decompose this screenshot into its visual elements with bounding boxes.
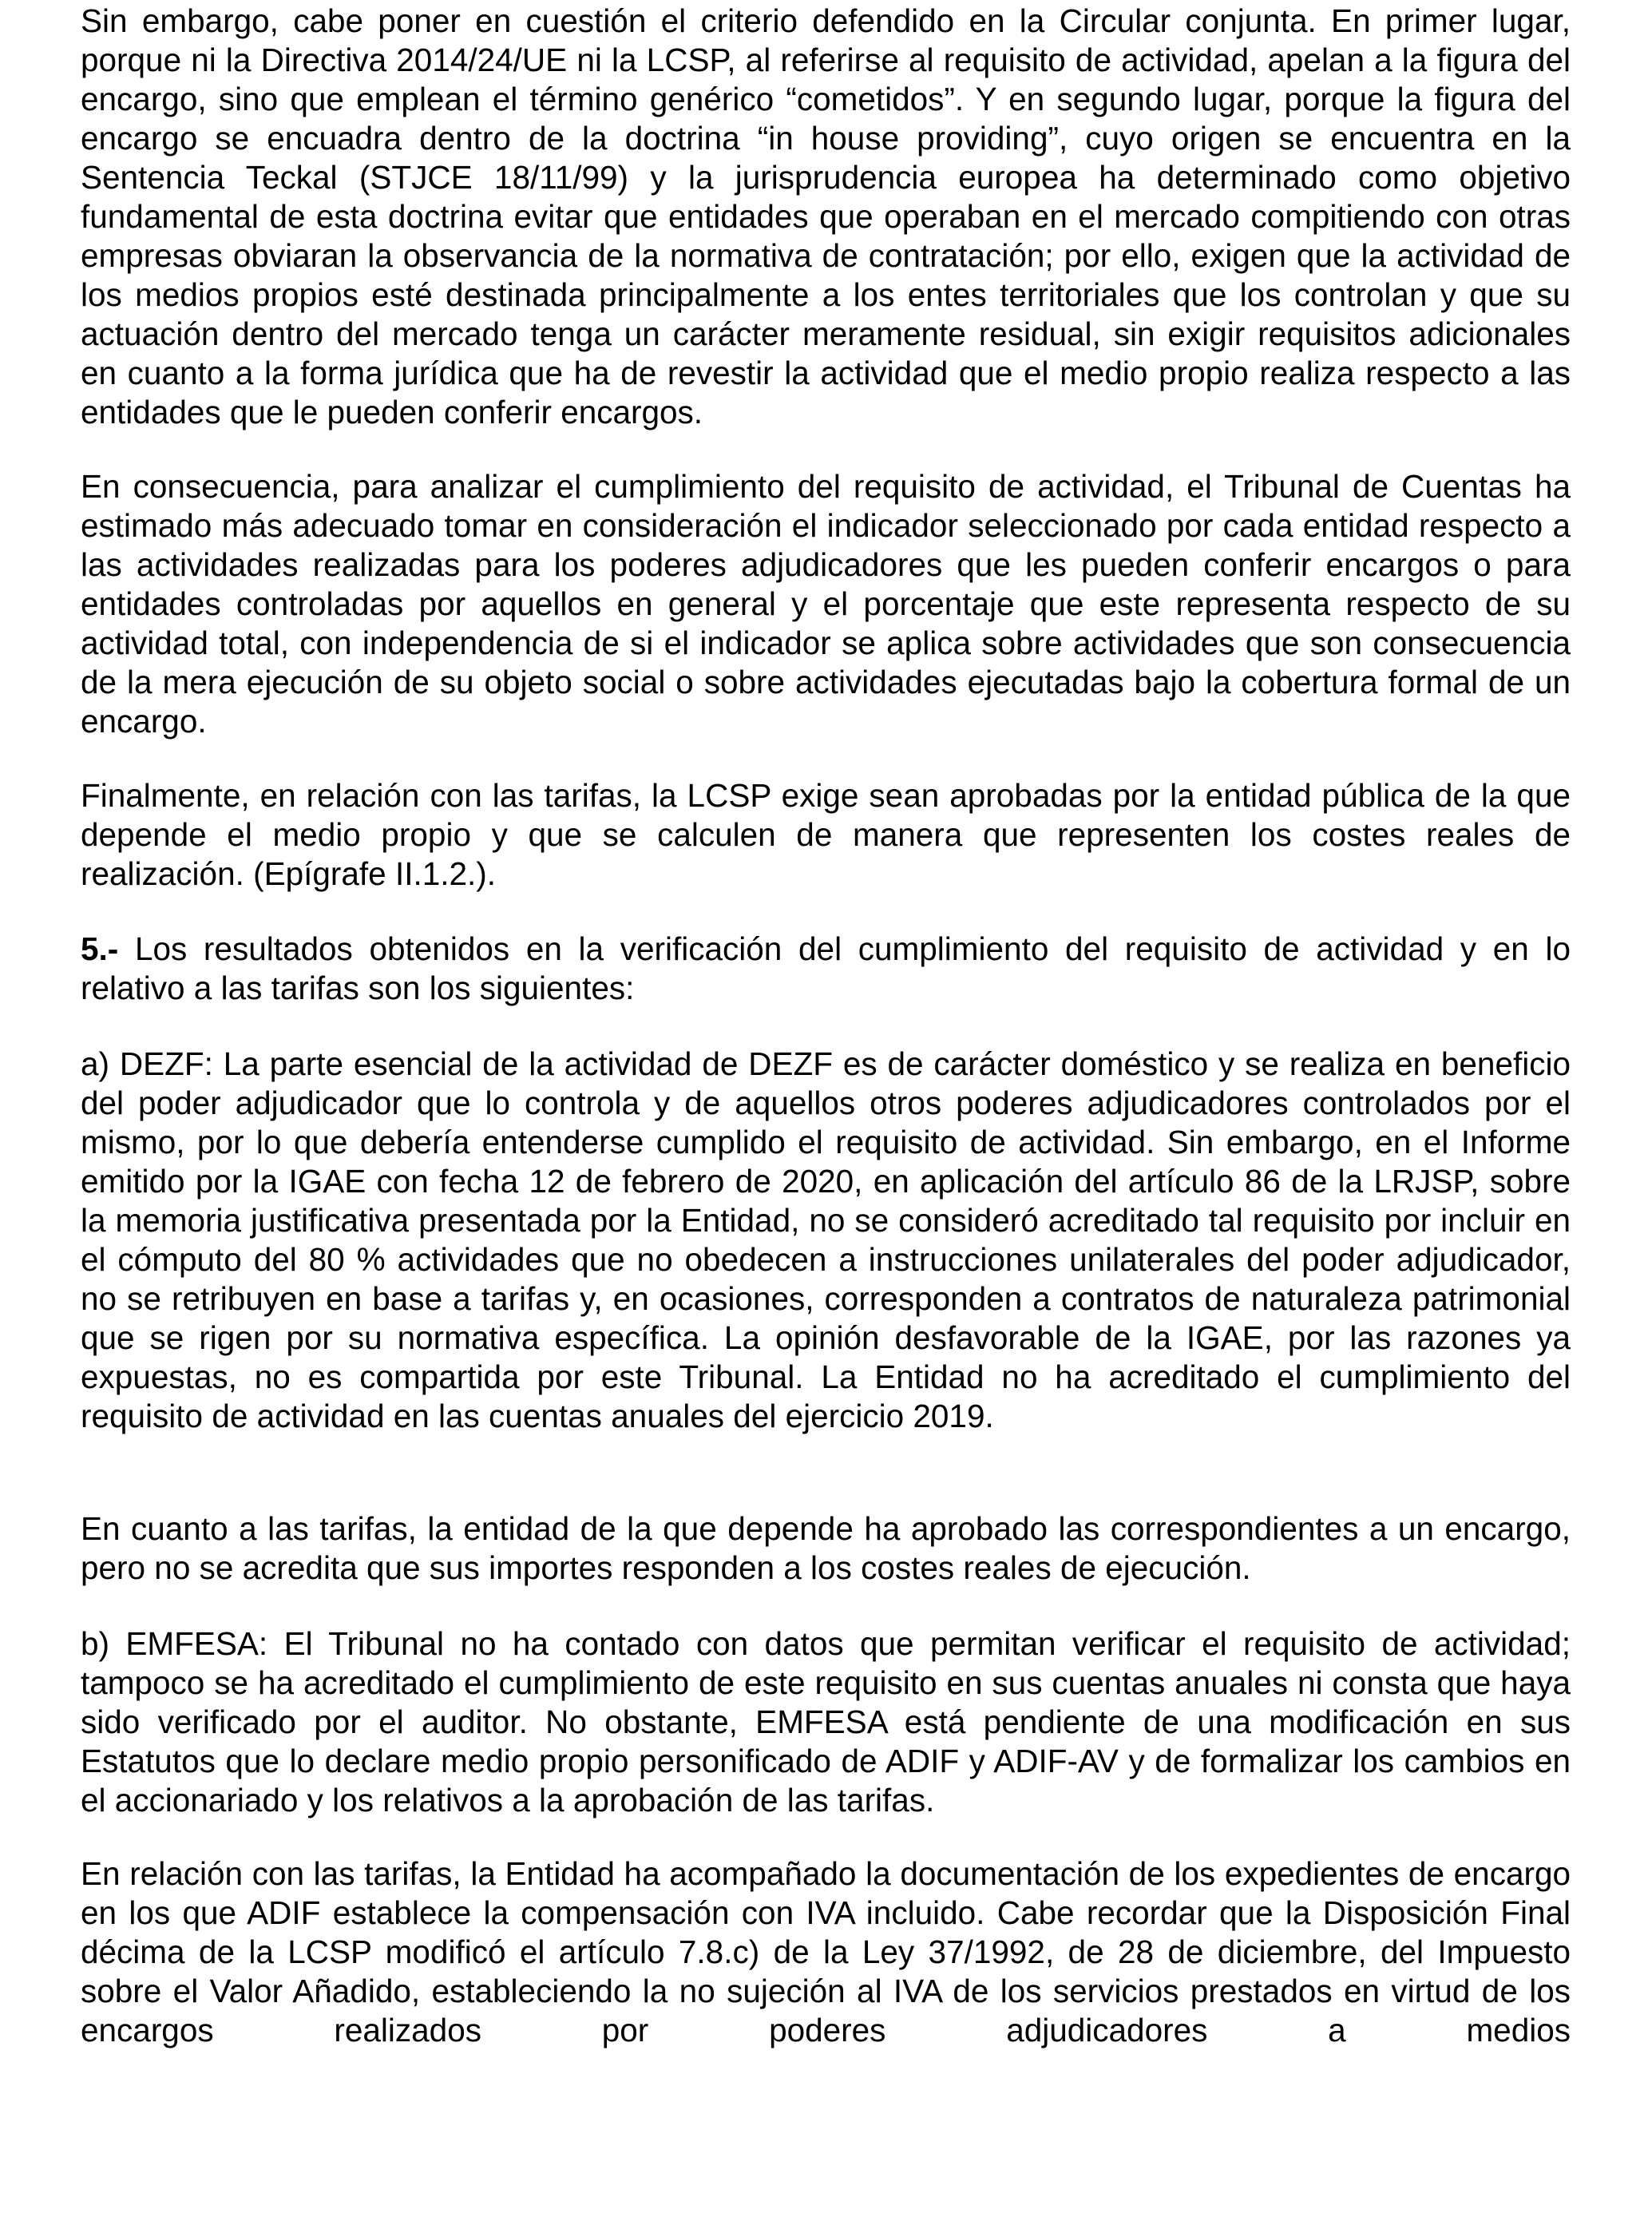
- paragraph-emfesa: b) EMFESA: El Tribunal no ha contado con datos que permitan verificar el requisito de actividad; tampoco se ha acreditado el cumplimiento de este requisito en sus cuentas anuales ni consta que haya sido verificado por el auditor. No obstante, EMFESA está pendiente de una modificación en sus Estatutos que lo declare medio propio personificado de ADIF y ADIF-AV y de formalizar los cambios en el accionariado y los relativos a la aprobación de las tarifas.: [81, 1625, 1571, 1818]
- paragraph-dezf: a) DEZF: La parte esencial de la actividad de DEZF es de carácter doméstico y se realiza en beneficio del poder adjudicador que lo controla y de aquellos otros poderes adjudicadores controlados por el mismo, por lo que debería entenderse cumplido el requisito de actividad. Sin embargo, en el Informe emitido por la IGAE con fecha 12 de febrero de 2020, en aplicación del artículo 86 de la LRJSP, sobre la memoria justificativa presentada por la Entidad, no se consideró acreditado tal requisito por incluir en el cómputo del 80 % actividades que no obedecen a instrucciones unilaterales del poder adjudicador, no se retribuyen en base a tarifas y, en ocasiones, corresponden a contratos de naturaleza patrimonial que se rigen por su normativa específica. La opinión desfavorable de la IGAE, por las razones ya expuestas, no es compartida por este Tribunal. La Entidad no ha acreditado el cumplimiento del requisito de actividad en las cuentas anuales del ejercicio 2019.: [81, 1045, 1571, 1434]
- section-number: 5.-: [81, 930, 119, 967]
- paragraph-dezf-tarifas: En cuanto a las tarifas, la entidad de la que depende ha aprobado las correspondientes a un encargo, pero no se acredita que sus importes responden a los costes reales de ejecución.: [81, 1510, 1571, 1586]
- paragraph-consecuencia: En consecuencia, para analizar el cumplimiento del requisito de actividad, el Tribunal de Cuentas ha estimado más adecuado tomar en consideración el indicador seleccionado por cada entidad respecto a las actividades realizadas para los poderes adjudicadores que les pueden conferir encargos o para entidades controladas por aquellos en general y el porcentaje que este representa respecto de su actividad total, con independencia de si el indicador se aplica sobre actividades que son consecuencia de la mera ejecución de su objeto social o sobre actividades ejecutadas bajo la cobertura formal de un encargo.: [81, 468, 1571, 740]
- paragraph-criterio-circular: Sin embargo, cabe poner en cuestión el criterio defendido en la Circular conjunta. En primer lugar, porque ni la Directiva 2014/24/UE ni la LCSP, al referirse al requisito de actividad, apelan a la figura del encargo, sino que emplean el término genérico “cometidos”. Y en segundo lugar, porque la figura del encargo se encuadra dentro de la doctrina “in house providing”, cuyo origen se encuentra en la Sentencia Teckal (STJCE 18/11/99) y la jurisprudencia europea ha determinado como objetivo fundamental de esta doctrina evitar que entidades que operaban en el mercado compitiendo con otras empresas obviaran la observancia de la normativa de contratación; por ello, exigen que la actividad de los medios propios esté destinada principalmente a los entes territoriales que los controlan y que su actuación dentro del mercado tenga un carácter meramente residual, sin exigir requisitos adicionales en cuanto a la forma jurídica que ha de revestir la actividad que el medio propio realiza respecto a las entidades que le pueden conferir encargos.: [81, 2, 1571, 430]
- paragraph-resultados: [81, 930, 1571, 1008]
- paragraph-resultados-text: Los resultados obtenidos en la verificación del cumplimiento del requisito de actividad y en lo relativo a las tarifas son los siguientes:: [81, 930, 1571, 1006]
- paragraph-emfesa-tarifas: En relación con las tarifas, la Entidad ha acompañado la documentación de los expedientes de encargo en los que ADIF establece la compensación con IVA incluido. Cabe recordar que la Disposición Final décima de la LCSP modificó el artículo 7.8.c) de la Ley 37/1992, de 28 de diciembre, del Impuesto sobre el Valor Añadido, estableciendo la no sujeción al IVA de los servicios prestados en virtud de los encargos realizados por poderes adjudicadores a medios: [81, 1855, 1571, 2048]
- paragraph-tarifas-lcsp: Finalmente, en relación con las tarifas, la LCSP exige sean aprobadas por la entidad pública de la que depende el medio propio y que se calculen de manera que representen los costes reales de realización. (Epígrafe II.1.2.).: [81, 777, 1571, 892]
